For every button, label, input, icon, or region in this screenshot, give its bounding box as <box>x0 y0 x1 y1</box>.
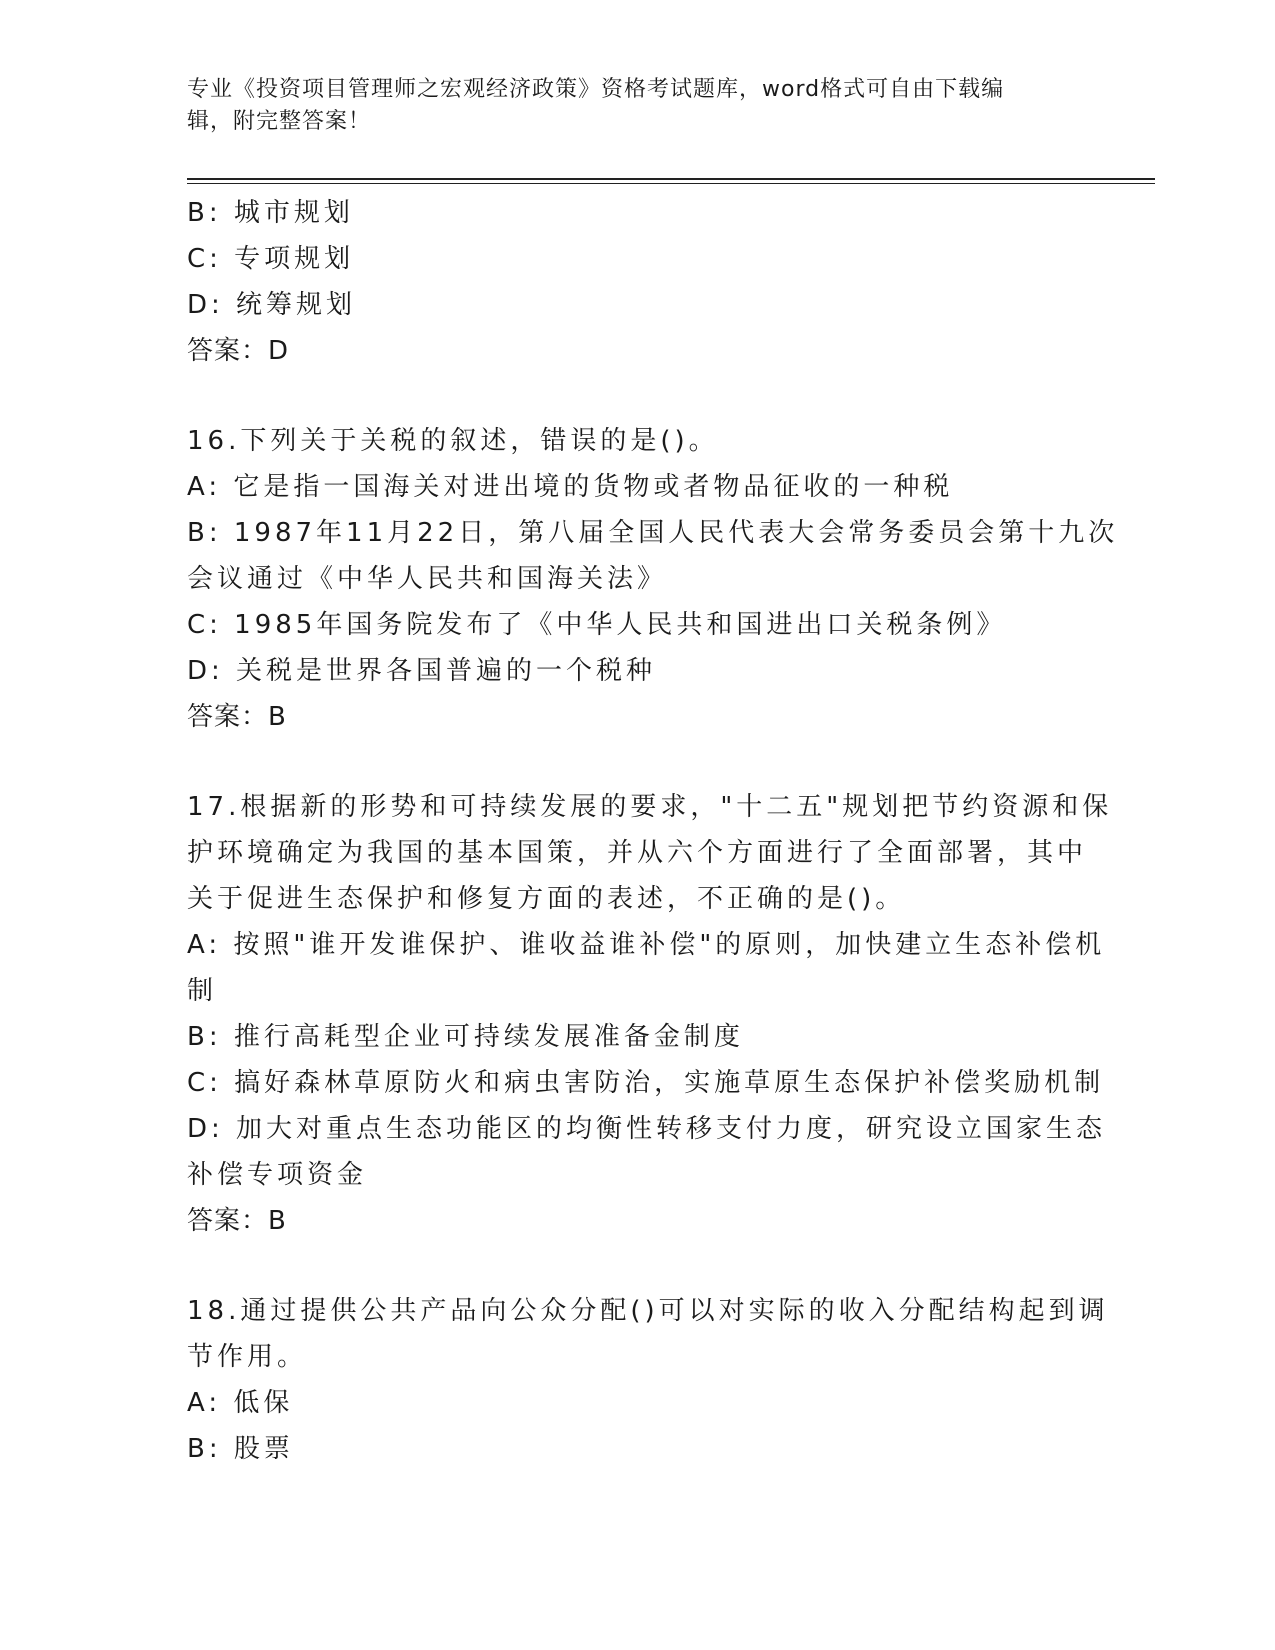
question-stem-line-2: 节作用。 <box>187 1342 308 1372</box>
option-c: C: 专项规划 <box>187 244 355 274</box>
answer: 答案：D <box>187 336 290 366</box>
header-rule-thin <box>187 183 1155 184</box>
option-c: C: 1985年国务院发布了《中华人民共和国进出口关税条例》 <box>187 610 1007 640</box>
header-line-2: 辑，附完整答案！ <box>187 109 372 134</box>
option-d: D: 关税是世界各国普遍的一个税种 <box>187 656 657 686</box>
question-17 <box>187 784 1113 1244</box>
question-16 <box>187 418 1119 740</box>
spacer <box>187 740 1087 784</box>
answer: 答案：B <box>187 702 287 732</box>
question-stem-line-2: 护环境确定为我国的基本国策，并从六个方面进行了全面部署，其中 <box>187 838 1088 868</box>
option-a: A: 按照"谁开发谁保护、谁收益谁补偿"的原则，加快建立生态补偿机 <box>187 930 1106 960</box>
option-b: B: 城市规划 <box>187 198 354 228</box>
question-stem-line-3: 关于促进生态保护和修复方面的表述，不正确的是()。 <box>187 884 906 914</box>
option-d: D: 加大对重点生态功能区的均衡性转移支付力度，研究设立国家生态 <box>187 1114 1107 1144</box>
header-line-1: 专业《投资项目管理师之宏观经济政策》资格考试题库，word格式可自由下载编 <box>187 77 1005 102</box>
spacer <box>187 1244 1087 1288</box>
option-b-continued: 会议通过《中华人民共和国海关法》 <box>187 564 668 594</box>
option-b: B: 1987年11月22日，第八届全国人民代表大会常务委员会第十九次 <box>187 518 1119 548</box>
option-a: A: 低保 <box>187 1388 294 1418</box>
option-c: C: 搞好森林草原防火和病虫害防治，实施草原生态保护补偿奖励机制 <box>187 1068 1105 1098</box>
answer: 答案：B <box>187 1206 287 1236</box>
question-content <box>187 190 1119 1472</box>
document-header <box>187 74 1067 138</box>
option-d-continued: 补偿专项资金 <box>187 1160 368 1190</box>
question-stem: 16.下列关于关税的叙述，错误的是()。 <box>187 426 719 456</box>
question-stem-line-1: 17.根据新的形势和可持续发展的要求，"十二五"规划把节约资源和保 <box>187 792 1113 822</box>
option-a: A: 它是指一国海关对进出境的货物或者物品征收的一种税 <box>187 472 954 502</box>
question-18 <box>187 1288 1109 1472</box>
option-a-continued: 制 <box>187 976 218 1006</box>
question-stem-line-1: 18.通过提供公共产品向公众分配()可以对实际的收入分配结构起到调 <box>187 1296 1109 1326</box>
option-b: B: 股票 <box>187 1434 294 1464</box>
header-rule-thick <box>187 178 1155 180</box>
option-b: B: 推行高耗型企业可持续发展准备金制度 <box>187 1022 744 1052</box>
spacer <box>187 374 1087 418</box>
option-d: D: 统筹规划 <box>187 290 357 320</box>
question-15 <box>187 190 1087 374</box>
